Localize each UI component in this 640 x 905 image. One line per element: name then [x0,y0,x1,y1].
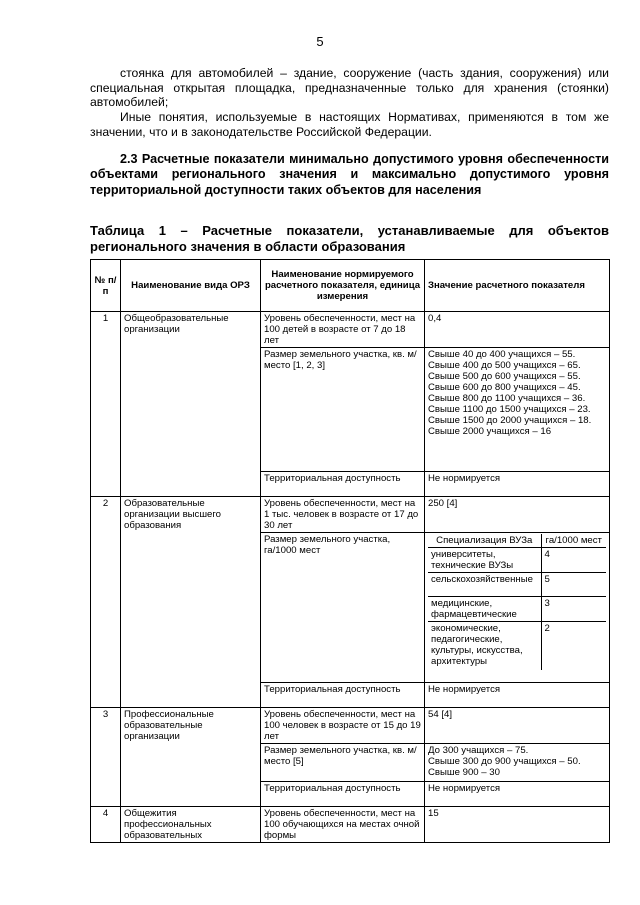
list-item: Свыше 1500 до 2000 учащихся – 18. [428,415,592,426]
row-num: 1 [91,312,121,497]
table-row [91,312,610,348]
indicator-cell: Территориальная доступность [261,782,425,807]
indicator-cell: Размер земельного участка, кв. м/место [5] [261,744,425,782]
indicator-cell: Уровень обеспеченности, мест на 100 человек в возрасте от 15 до 19 лет [261,708,425,744]
table-row [91,497,610,533]
indicator-cell: Территориальная доступность [261,472,425,497]
list-item: Свыше 300 до 900 учащихся – 50. [428,756,581,767]
specialization: университеты, технические ВУЗы [428,548,541,573]
specialization: сельскохозяйственные [428,573,541,597]
table-row [91,807,610,843]
row-num: 4 [91,807,121,843]
indicator-cell: Уровень обеспеченности, мест на 1 тыс. человек в возрасте от 17 до 30 лет [261,497,425,533]
list-item: Свыше 1100 до 1500 учащихся – 23. [428,404,591,415]
subtable-header-row [428,534,606,548]
list-item: Свыше 500 до 600 учащихся – 55. [428,371,581,382]
value-cell: Не нормируется [425,782,610,807]
section-heading: 2.3 Расчетные показатели минимально допустимого уровня обеспеченности объектами регионального значения и максимально допустимого уровня территориальной доступности таких объектов для населения [90,152,609,197]
paragraph-parking-definition: стоянка для автомобилей – здание, сооружение (часть здания, сооружения) или специальная открытая площадка, предназначенные только для хранения (стоянки) автомобилей; [90,66,609,110]
value-cell: 0,4 [425,312,610,348]
orz-kind: Профессиональные образовательные организации [121,708,261,807]
row-num: 3 [91,708,121,807]
table-title: Таблица 1 – Расчетные показатели, устанавливаемые для объектов регионального значения в области образования [90,223,609,254]
subtable-row [428,548,606,573]
value-cell: 54 [4] [425,708,610,744]
area-norm: 3 [541,597,606,622]
orz-kind: Образовательные организации высшего образования [121,497,261,708]
table-header-row [91,260,610,312]
header-num: № п/п [91,260,121,312]
header-kind: Наименование вида ОРЗ [121,260,261,312]
subtable-row [428,573,606,597]
subtable-header-spec: Специализация ВУЗа [428,534,541,548]
specialization-subtable [428,534,606,670]
education-indicators-table [90,259,610,843]
indicator-cell: Размер земельного участка, га/1000 мест [261,533,425,683]
orz-kind: Общеобразовательные организации [121,312,261,497]
row-num: 2 [91,497,121,708]
list-item: Свыше 40 до 400 учащихся – 55. [428,349,576,360]
value-cell [425,533,610,683]
value-cell: 15 [425,807,610,843]
list-item: До 300 учащихся – 75. [428,745,529,756]
value-cell [425,348,610,472]
area-norm: 5 [541,573,606,597]
subtable-row [428,597,606,622]
header-value: Значение расчетного показателя [425,260,610,312]
indicator-cell: Размер земельного участка, кв. м/место [1, 2, 3] [261,348,425,472]
list-item: Свыше 2000 учащихся – 16 [428,426,552,437]
list-item: Свыше 800 до 1100 учащихся – 36. [428,393,586,404]
value-cell [425,744,610,782]
list-item: Свыше 600 до 800 учащихся – 45. [428,382,581,393]
list-item: Свыше 400 до 500 учащихся – 65. [428,360,581,371]
indicator-cell: Уровень обеспеченности, мест на 100 детей в возрасте от 7 до 18 лет [261,312,425,348]
list-item: Свыше 900 – 30 [428,767,500,778]
value-cell: Не нормируется [425,472,610,497]
subtable-row [428,622,606,670]
area-norm: 4 [541,548,606,573]
area-norm: 2 [544,623,550,634]
value-cell: 250 [4] [425,497,610,533]
page-number: 5 [316,34,324,49]
table-row [91,708,610,744]
specialization: экономические, педагогические, культуры, искусства, архитектуры [428,622,541,670]
value-cell: Не нормируется [425,683,610,708]
indicator-cell: Уровень обеспеченности, мест на 100 обучающихся на местах очной формы [261,807,425,843]
specialization: медицинские, фармацевтические [428,597,541,622]
paragraph-other-concepts: Иные понятия, используемые в настоящих Нормативах, применяются в том же значении, что и в законодательстве Российской Федерации. [90,110,609,139]
indicator-cell: Территориальная доступность [261,683,425,708]
header-indicator: Наименование нормируемого расчетного показателя, единица измерения [261,260,425,312]
orz-kind: Общежития профессиональных образовательных [121,807,261,843]
subtable-header-unit: га/1000 мест [541,534,606,548]
